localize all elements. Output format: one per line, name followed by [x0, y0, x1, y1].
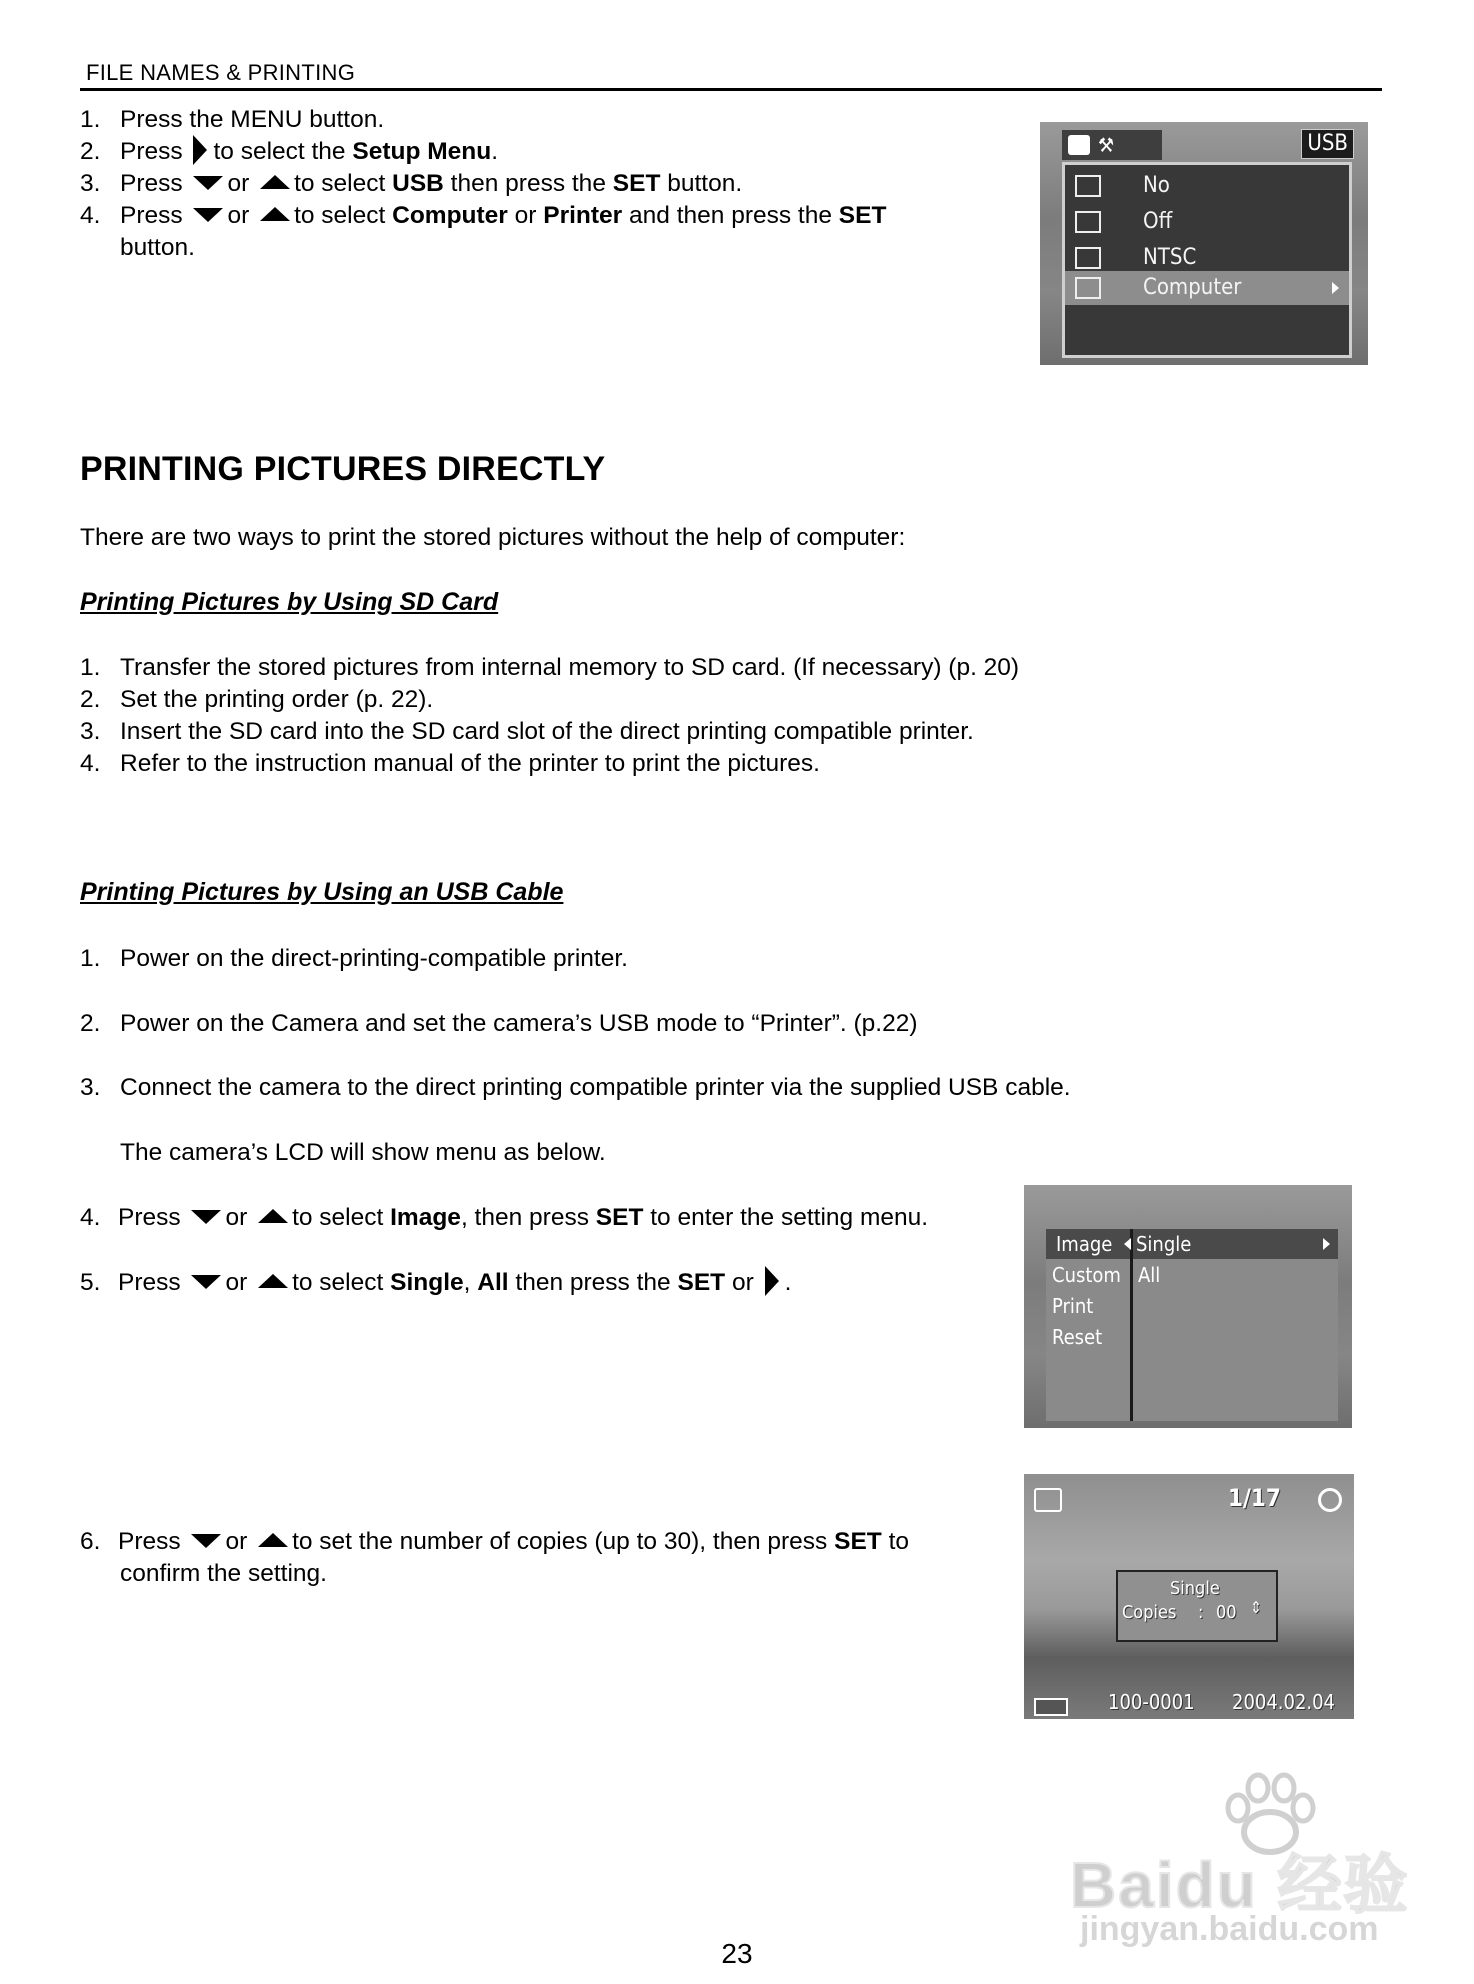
- tv-icon: [1075, 247, 1101, 269]
- up-arrow-icon: [260, 207, 290, 221]
- subheading-usb-cable: Printing Pictures by Using an USB Cable: [80, 878, 564, 906]
- setup-menu-panel: [1062, 162, 1352, 358]
- list-item: 1. Transfer the stored pictures from internal memory to SD card. (If necessary) (p. 20): [80, 654, 1020, 681]
- section-header: FILE NAMES & PRINTING: [86, 60, 356, 85]
- list-item: 3. Connect the camera to the direct printing compatible printer via the supplied USB cable.: [80, 1074, 1071, 1101]
- up-arrow-icon: [258, 1209, 288, 1223]
- menu-row-selected: Computer: [1065, 271, 1349, 305]
- lcd-setup-menu: [1040, 122, 1368, 365]
- menu-item-image: Image: [1056, 1232, 1113, 1256]
- image-counter: 1/17: [1228, 1484, 1281, 1512]
- down-arrow-icon: [191, 1210, 221, 1224]
- subheading-sd-card: Printing Pictures by Using SD Card: [80, 588, 499, 616]
- usb-badge: USB: [1301, 129, 1354, 159]
- watermark: [1060, 1770, 1420, 1950]
- list-item: 2. Set the printing order (p. 22).: [80, 686, 434, 713]
- list-item: 4. Press or to select Computer or Printer and then press the SET: [80, 202, 887, 229]
- up-arrow-icon: [258, 1533, 288, 1547]
- battery-icon: [1034, 1698, 1068, 1716]
- list-item: 2. Power on the Camera and set the camera’s USB mode to “Printer”. (p.22): [80, 1010, 918, 1037]
- setup-tab-icon: ⚒: [1098, 133, 1115, 157]
- list-item: 1. Power on the direct-printing-compatible printer.: [80, 945, 628, 972]
- down-arrow-icon: [191, 1534, 221, 1548]
- date-stamp: 2004.02.04: [1232, 1690, 1335, 1714]
- up-down-arrow-icon: ⇕: [1250, 1598, 1263, 1617]
- list-item: 6. Press or to set the number of copies (up to 30), then press SET to: [80, 1528, 910, 1555]
- header-rule: [80, 88, 1382, 91]
- menu-row: Off: [1065, 205, 1349, 239]
- menu-item-print: Print: [1052, 1294, 1094, 1318]
- list-item-continuation: confirm the setting.: [120, 1560, 327, 1587]
- list-item: 4. Refer to the instruction manual of the printer to print the pictures.: [80, 750, 820, 777]
- down-arrow-icon: [193, 208, 223, 222]
- image-value: Single: [1136, 1232, 1192, 1256]
- right-arrow-icon: [1332, 282, 1339, 294]
- option-all: All: [1138, 1263, 1161, 1287]
- copies-label: Copies: [1122, 1602, 1177, 1623]
- up-arrow-icon: [258, 1274, 288, 1288]
- copies-dialog: [1116, 1570, 1278, 1642]
- note-text: The camera’s LCD will show menu as below.: [120, 1139, 606, 1166]
- menu-row: NTSC: [1065, 241, 1349, 275]
- list-item: 4. Press or to select Image, then press SET to enter the setting menu.: [80, 1204, 929, 1231]
- down-arrow-icon: [191, 1275, 221, 1289]
- menu-row: No: [1065, 169, 1349, 203]
- list-item: 5. Press or to select Single, All then press the SET or .: [80, 1267, 791, 1299]
- camera-tab-icon: [1068, 135, 1090, 155]
- display-icon: [1075, 211, 1101, 233]
- lcd-copies-screen: [1024, 1474, 1354, 1719]
- copies-value: 00: [1216, 1602, 1237, 1623]
- right-arrow-icon: [1323, 1238, 1330, 1250]
- watermark-url: jingyan.baidu.com: [1080, 1910, 1379, 1948]
- section-title: PRINTING PICTURES DIRECTLY: [80, 450, 606, 488]
- down-arrow-icon: [193, 176, 223, 190]
- list-item: 2. Press to select the Setup Menu.: [80, 136, 498, 168]
- list-item: 1. Press the MENU button.: [80, 106, 385, 133]
- list-item-continuation: button.: [120, 234, 195, 261]
- watermark-brand: Baidu 经验: [1070, 1849, 1410, 1921]
- menu-divider: [1130, 1229, 1133, 1421]
- copies-separator: :: [1198, 1602, 1204, 1623]
- right-arrow-icon: [193, 135, 207, 165]
- menu-item-custom: Custom: [1052, 1263, 1121, 1287]
- list-item: 3. Insert the SD card into the SD card slot of the direct printing compatible printer.: [80, 718, 974, 745]
- dialog-title: Single: [1170, 1578, 1220, 1599]
- list-item: 3. Press or to select USB then press the SET button.: [80, 170, 743, 197]
- protect-icon: [1318, 1488, 1342, 1512]
- file-number: 100-0001: [1108, 1690, 1195, 1714]
- right-arrow-icon: [765, 1266, 779, 1296]
- lcd-print-menu: [1024, 1185, 1352, 1428]
- camera-icon: [1034, 1488, 1062, 1512]
- intro-text: There are two ways to print the stored pictures without the help of computer:: [80, 524, 906, 551]
- menu-tabs: [1062, 130, 1162, 160]
- print-menu-panel: [1046, 1229, 1338, 1421]
- reset-icon: [1075, 175, 1101, 197]
- page-number: 23: [721, 1938, 753, 1969]
- left-arrow-icon: [1124, 1238, 1131, 1250]
- up-arrow-icon: [260, 175, 290, 189]
- usb-icon: [1075, 277, 1101, 299]
- menu-item-reset: Reset: [1052, 1325, 1103, 1349]
